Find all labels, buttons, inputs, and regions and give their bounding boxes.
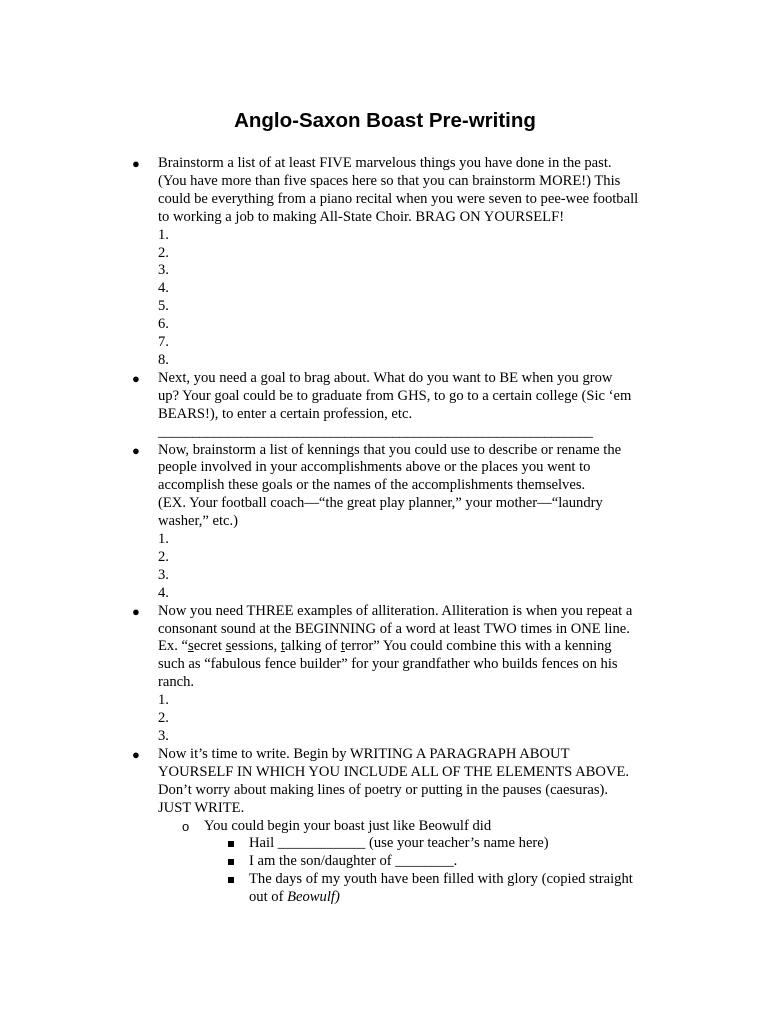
sub-sub-list-item — [158, 835, 658, 853]
sub-sub-list-item — [158, 853, 658, 871]
text-line: Don’t worry about making lines of poetry or putting in the pauses (caesuras). — [158, 781, 609, 798]
bullet-icon: ● — [132, 603, 140, 619]
example-prefix: Ex. “ — [158, 638, 188, 655]
hollow-circle-bullet-icon: o — [182, 818, 190, 834]
square-bullet-icon — [228, 841, 234, 847]
text-line: such as “fabulous fence builder” for your grandfather who builds fences on his — [158, 656, 618, 673]
text-line: (You have more than five spaces here so that you can brainstorm MORE!) This — [158, 172, 621, 189]
text-line: people involved in your accomplishments above or the places you went to — [158, 459, 591, 476]
underlined-letter: t — [340, 638, 345, 655]
bullet-icon: ● — [132, 746, 140, 762]
text-line: consonant sound at the BEGINNING of a word at least TWO times in ONE line. — [158, 620, 630, 637]
text-line — [249, 889, 658, 907]
text-line: Brainstorm a list of at least FIVE marvelous things you have done in the past. — [158, 155, 612, 171]
bullet-icon: ● — [132, 156, 140, 171]
page-title: Anglo-Saxon Boast Pre-writing — [234, 109, 536, 132]
numbered-blank: 3. — [158, 566, 169, 583]
text-line: could be everything from a piano recital when you were seven to pee-wee football — [158, 190, 639, 207]
numbered-blank: 1. — [158, 692, 169, 709]
numbered-blank: 6. — [158, 316, 169, 333]
square-bullet-icon — [228, 877, 234, 883]
numbered-blank: 2. — [158, 548, 169, 565]
underlined-letter: t — [280, 638, 285, 655]
numbered-blank: 2. — [158, 244, 169, 261]
text-line: washer,” etc.) — [158, 513, 239, 530]
text-line: (EX. Your football coach—“the great play planner,” your mother—“laundry — [158, 495, 603, 512]
example-text: alking of — [284, 638, 341, 655]
text-line: Now it’s time to write. Begin by WRITING A PARAGRAPH ABOUT — [158, 745, 570, 762]
numbered-blank: 7. — [158, 334, 169, 351]
alliteration-example-line — [158, 638, 658, 656]
numbered-blank: 5. — [158, 298, 169, 315]
numbered-blank: 4. — [158, 280, 169, 297]
text-line: Hail ____________ (use your teacher’s name here) — [249, 835, 549, 852]
list-item-alliteration — [0, 603, 658, 746]
list-item-write-paragraph — [0, 746, 658, 907]
example-text: essions, — [231, 638, 281, 655]
italic-title: Beowulf) — [287, 889, 340, 906]
numbered-blank: 4. — [158, 584, 169, 601]
text-line: The days of my youth have been filled with glory (copied straight — [249, 871, 633, 888]
list-item-brainstorm-accomplishments — [0, 155, 658, 370]
list-item-goal — [0, 370, 658, 442]
numbered-blank: 3. — [158, 728, 169, 744]
text-line: YOURSELF IN WHICH YOU INCLUDE ALL OF THE ELEMENTS ABOVE. — [158, 763, 630, 780]
numbered-blank: 3. — [158, 262, 169, 279]
text-line: You could begin your boast just like Beowulf did — [204, 817, 492, 834]
answer-blank-line: _______________________________________________________________ — [158, 423, 593, 440]
square-bullet-icon — [228, 859, 234, 865]
text-line: to working a job to making All-State Choir. BRAG ON YOURSELF! — [158, 208, 565, 225]
text-line: Next, you need a goal to brag about. What do you want to BE when you grow — [158, 369, 613, 386]
sub-list-item-beowulf — [158, 818, 658, 836]
numbered-blank: 1. — [158, 226, 169, 243]
underlined-letter: s — [188, 638, 194, 655]
bullet-icon: ● — [132, 442, 140, 458]
text-line: I am the son/daughter of ________. — [249, 853, 458, 870]
text-line: Now you need THREE examples of alliteration. Alliteration is when you repeat a — [158, 602, 633, 619]
text-line: JUST WRITE. — [158, 799, 245, 816]
list-item-kennings — [0, 442, 658, 603]
numbered-blank: 8. — [158, 351, 169, 368]
numbered-blank: 2. — [158, 710, 169, 727]
numbered-blank: 1. — [158, 531, 169, 548]
bullet-icon: ● — [132, 370, 140, 386]
sub-sub-list-item — [158, 871, 658, 907]
example-text: ecret — [193, 638, 226, 655]
example-text: error” You could combine this with a kenning — [344, 638, 612, 655]
text-line: BEARS!), to enter a certain profession, etc. — [158, 405, 413, 422]
text-line: accomplish these goals or the names of the accomplishments themselves. — [158, 477, 586, 494]
text-line: Now, brainstorm a list of kennings that you could use to describe or rename the — [158, 441, 622, 458]
document-body — [0, 155, 770, 907]
text-fragment: out of — [249, 889, 288, 906]
underlined-letter: s — [225, 638, 232, 655]
text-line: up? Your goal could be to graduate from GHS, to go to a certain college (Sic ‘em — [158, 387, 632, 404]
text-line: ranch. — [158, 674, 195, 691]
